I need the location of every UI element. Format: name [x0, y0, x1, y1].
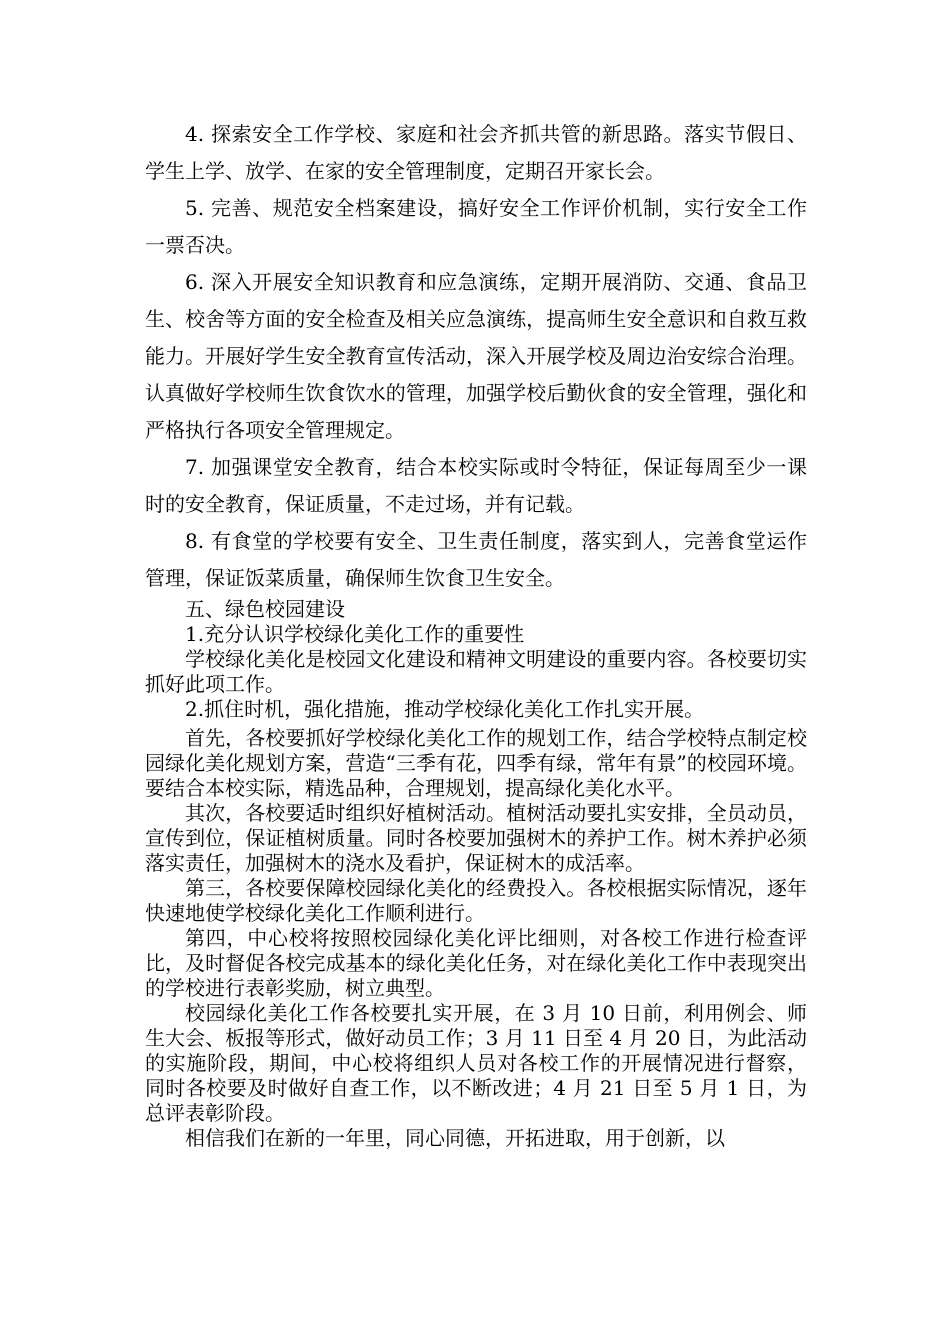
paragraph-importance: 学校绿化美化是校园文化建设和精神文明建设的重要内容。各校要切实抓好此项工作。: [145, 647, 807, 696]
paragraph-third: 第三，各校要保障校园绿化美化的经费投入。各校根据实际情况，逐年快速地使学校绿化美化工作顺利进行。: [145, 876, 807, 925]
paragraph-closing: 相信我们在新的一年里，同心同德，开拓进取，用于创新，以: [185, 1126, 725, 1150]
paragraph-first: 首先，各校要抓好学校绿化美化工作的规划工作，结合学校特点制定校园绿化美化规划方案，营造“三季有花，四季有绿，常年有景”的校园环境。要结合本校实际，精选品种，合理规划，提高绿化美化水平。: [145, 726, 807, 800]
paragraph-safety-item-5: 5. 完善、规范安全档案建设，搞好安全工作评价机制，实行安全工作一票否决。: [145, 196, 807, 257]
paragraph-schedule: 校园绿化美化工作各校要扎实开展，在 3 月 10 日前，利用例会、师生大会、板报等形式，做好动员工作；3 月 11 日至 4 月 20 日，为此活动的实施阶段，期间，中心校将组织人员对各校工作的开展情况进行督察， 同时各校要及时做好自查工作，以不断改进；4 月 21 日至 5 月 1 日，为总评表彰阶段。: [145, 1001, 807, 1125]
document-body: [145, 116, 807, 1151]
paragraph-fourth: 第四，中心校将按照校园绿化美化评比细则，对各校工作进行检查评比，及时督促各校完成基本的绿化美化任务，对在绿化美化工作中表现突出的学校进行表彰奖励，树立典型。: [145, 926, 807, 1000]
paragraph-safety-item-6: 6. 深入开展安全知识教育和应急演练，定期开展消防、交通、食品卫生、校舍等方面的安全检查及相关应急演练，提高师生安全意识和自救互救能力。开展好学生安全教育宣传活动，深入开展学校及周边治安综合治理。认真做好学校师生饮食饮水的管理，加强学校后勤伙食的安全管理，强化和严格执行各项安全管理规定。: [145, 270, 807, 442]
section-heading-green-campus: 五、绿色校园建设: [185, 597, 345, 621]
paragraph-safety-item-4: 4. 探索安全工作学校、家庭和社会齐抓共管的新思路。落实节假日、学生上学、放学、在家的安全管理制度，定期召开家长会。: [145, 122, 807, 183]
subheading-measures: 2.抓住时机，强化措施，推动学校绿化美化工作扎实开展。: [185, 697, 705, 721]
paragraph-safety-item-8: 8. 有食堂的学校要有安全、卫生责任制度，落实到人，完善食堂运作管理，保证饭菜质量，确保师生饮食卫生安全。: [145, 529, 807, 590]
paragraph-second: 其次，各校要适时组织好植树活动。植树活动要扎实安排，全员动员，宣传到位，保证植树质量。同时各校要加强树木的养护工作。树木养护必须落实责任，加强树木的浇水及看护，保证树木的成活率。: [145, 801, 807, 875]
subheading-importance: 1.充分认识学校绿化美化工作的重要性: [185, 622, 525, 646]
paragraph-safety-item-7: 7. 加强课堂安全教育，结合本校实际或时令特征，保证每周至少一课时的安全教育，保证质量，不走过场，并有记载。: [145, 455, 807, 516]
